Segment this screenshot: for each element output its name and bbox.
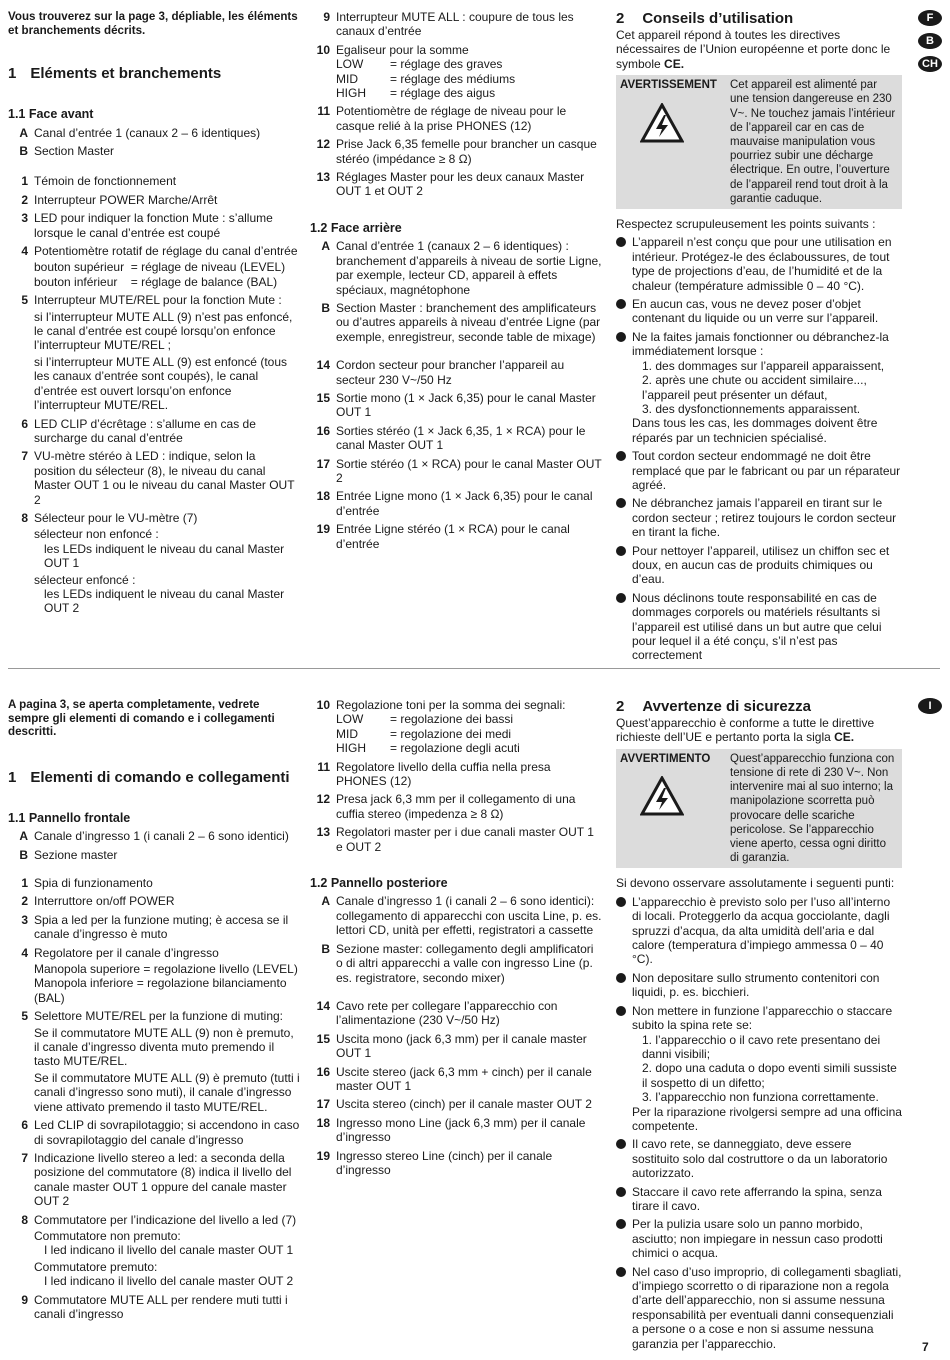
fr-item-19: 19 Entrée Ligne stéréo (1 × RCA) pour le canal d’entrée (310, 522, 602, 551)
fr-item-6: 6 LED CLIP d’écrêtage : s’allume en cas de surcharge du canal d’entrée (8, 417, 300, 446)
fr-item-7: 7 VU-mètre stéréo à LED : indique, selon la position du sélecteur (8), le niveau du canal Master OUT 1 ou le niveau du canal Master OUT 2 (8, 449, 300, 507)
fr-eq-high: HIGH = réglage des aigus (336, 86, 496, 101)
fr-item-12: 12 Prise Jack 6,35 femelle pour brancher un casque stéréo (impédance ≥ 8 Ω) (310, 137, 602, 166)
it-warning-box (616, 749, 902, 869)
fr-bullet-7: Nous déclinons toute responsabilité en cas de dommages corporels ou matériels résultants si l’appareil est utilisé dans un but autre que celui pour lequel il a été conçu, s’il n’est pas correctement (616, 591, 902, 663)
fr-bullet-1: L’appareil n’est conçu que pour une utilisation en intérieur. Protégez-le des éclaboussures, de tout type de projections d’eau, de l’humidité et de la chaleur (température admissible 0 – 40 °C). (616, 235, 902, 293)
fr-s1-title: Eléments et branchements (30, 65, 222, 83)
fr-warning-text: Cet appareil est alimenté par une tension dangereuse en 230 V~. Ne touchez jamais l’intérieur de l’appareil car en cas de mauvaise manipulation vous pourriez subir une décharge électrique. En outre, l’ouverture de l’appareil rend tout droit à la garantie caduque. (730, 79, 896, 205)
fr-s12-heading: 1.2 Face arrière (310, 220, 402, 235)
it-s11-heading: 1.1 Pannello frontale (8, 810, 131, 825)
high-voltage-warning-icon (640, 103, 684, 143)
fr-item-17-text: Sortie stéréo (1 × RCA) pour le canal Master OUT 2 (336, 456, 602, 485)
bullet-icon (616, 1267, 626, 1277)
it-s2-text: Quest’apparecchio è conforme a tutte le direttive richieste dell’UE e pertanto porta la sigla CE. (616, 716, 875, 745)
ce-mark: CE. (834, 730, 855, 745)
it-eq-low: LOW = regolazione dei bassi (336, 712, 514, 727)
it-eq-high: HIGH = regolazione degli acuti (336, 741, 520, 756)
fr-item-13-text: Réglages Master pour les deux canaux Master OUT 1 et OUT 2 (336, 170, 585, 199)
bullet-icon (616, 1187, 626, 1197)
fr-item-8-a: sélecteur non enfoncé : (34, 527, 159, 542)
fr-item-8-text: Sélecteur pour le VU-mètre (7) (34, 510, 198, 525)
it-item-18: 18 Ingresso mono Line (jack 6,3 mm) per il canale d’ingresso (316, 1115, 586, 1145)
fr-item-15: 15 Sortie mono (1 × Jack 6,35) pour le canal Master OUT 1 (310, 391, 602, 420)
it-section-1-heading: 1 Elementi di comando e collegamenti (8, 768, 290, 786)
it-item-12: 12 Presa jack 6,3 mm per il collegamento di una cuffia stereo (impedenza ≥ 8 Ω) (316, 792, 576, 821)
ce-mark: CE. (664, 56, 685, 71)
fr-col-2 (310, 10, 602, 555)
it-bullet-7: Nel caso d’uso improprio, di collegamenti sbagliati, d’impiego scorretto o di riparazione non a regola d’arte dell’apparecchio, non si assume nessuna responsabilità per eventuali danni consequenziali a persone o a cose e non si assume nessuna garanzia per l’apparecchio. (616, 1265, 902, 1351)
it-item-1: 1 Spia di funzionamento (21, 876, 153, 890)
it-item-3: 3 Spia a led per la funzione muting; è accesa se il canale d’ingresso è muto (21, 912, 289, 942)
it-item-8: 8 Commutatore per l’indicazione del livello a led (7) Commutatore non premuto: I led indicano il livello del canale master OUT 1 Commutatore premuto: I led indicano il livello del canale master OUT 2 (21, 1212, 297, 1289)
fr-item-15-text: Sortie mono (1 × Jack 6,35) pour le canal Master OUT 1 (336, 390, 596, 420)
it-s12-heading: 1.2 Pannello posteriore (310, 876, 448, 891)
fr-item-4: 4 Potentiomètre rotatif de réglage du canal d’entrée bouton supérieur = réglage de niveau (LEVEL) bouton inférieur = réglage de balance (BAL) (8, 244, 300, 289)
fr-section-1-heading (8, 65, 300, 83)
bullet-icon (616, 593, 626, 603)
fr-text-A: Canal d’entrée 1 (canaux 2 – 6 identiques) (34, 125, 261, 140)
fr-bullet-2: En aucun cas, vous ne devez poser d’objet contenant du liquide ou un verre sur l’appareil. (616, 297, 902, 326)
fr-item-8-d: les LEDs indiquent le niveau du canal Master OUT 2 (44, 586, 285, 616)
fr-item-5: 5 Interrupteur MUTE/REL pour la fonction Mute : si l’interrupteur MUTE ALL (9) n’est pas enfoncé, le canal d’entrée est coupé lorsqu’on enfonce l’interrupteur MUTE/REL ; si l’interrupteur MUTE ALL (9) est enfoncé (tous les canaux d’entrée sont coupés), le canal d’entrée est ouvert lorsqu’on enfonce l’interrupteur MUTE/REL. (8, 293, 300, 412)
it-item-A: A Canale d’ingresso 1 (i canali 2 – 6 sono identici) (19, 829, 289, 844)
fr-letter-B: B (19, 144, 28, 158)
it-item-B: B Sezione master (19, 847, 118, 862)
fr-item-1-text: Témoin de fonctionnement (34, 174, 177, 189)
it-section-2-heading: 2 Avvertenze di sicurezza (616, 698, 812, 715)
fr-eq-low: LOW = réglage des graves (336, 57, 503, 72)
it-item-19: 19 Ingresso stereo Line (cinch) per il canale d’ingresso (316, 1148, 553, 1177)
fr-item-7-text: VU-mètre stéréo à LED : indique, selon la position du sélecteur (8), le niveau du canal Master OUT 1 ou le niveau du canal Master OUT 2 (34, 449, 295, 507)
fr-letter-A: A (19, 125, 28, 140)
fr-item-4-a: bouton supérieur = réglage de niveau (LEVEL) (34, 260, 286, 275)
fr-item-11-text: Potentiomètre de réglage de niveau pour le casque relié à la prise PHONES (12) (336, 104, 567, 133)
fr-s1-num: 1 (8, 65, 17, 83)
it-item-7: 7 Indicazione livello stereo a led: a seconda della posizione del commutatore (8) indica il livello del canale master OUT 1 oppure del canale master OUT 2 (21, 1150, 292, 1209)
fr-item-2-text: Interrupteur POWER Marche/Arrêt (34, 192, 218, 207)
it-item-9: 9 Commutatore MUTE ALL per rendere muti tutti i canali d’ingresso (21, 1292, 288, 1321)
it-bullet-5: Staccare il cavo rete afferrando la spina, senza tirare il cavo. (616, 1185, 902, 1214)
fr-s2-title: Conseils d’utilisation (642, 10, 794, 27)
it-item-2: 2 Interruttore on/off POWER (21, 894, 175, 909)
it-s1-title: Elementi di comando e collegamenti (30, 768, 290, 786)
lang-tab-b: B (918, 33, 942, 49)
bullet-icon (616, 299, 626, 309)
fr-item-3: 3 LED pour indiquer la fonction Mute : s’allume lorsque le canal d’entrée est coupé (8, 211, 300, 240)
fr-rear-A-text: Canal d’entrée 1 (canaux 2 – 6 identiques) : branchement d’appareils à niveau de sortie Ligne, par exemple, lecteur CD, appareil à effets spéciaux, magnétophone (336, 239, 602, 297)
it-warning-label: AVVERTIMENTO (620, 752, 711, 765)
fr-bullet-3: Ne la faites jamais fonctionner ou débranchez-la immédiatement lorsque : 1. des dommages sur l’appareil apparaissent, 2. après une chute ou accident similaire..., l’appareil peut présenter un défaut, 3. des dysfonctionnements apparaissent. Dans tous les cas, les dommages doivent être réparés par un technicien spécialisé. (616, 330, 902, 445)
fr-item-B (8, 144, 300, 158)
page-number: 7 (922, 1340, 929, 1354)
fr-item-2: 2 Interrupteur POWER Marche/Arrêt (8, 193, 300, 207)
bullet-icon (616, 897, 626, 907)
it-item-6: 6 Led CLIP di sovrapilotaggio; si accendono in caso di sovrapilotaggio del canale d’ingresso (21, 1118, 300, 1147)
it-bullet-6: Per la pulizia usare solo un panno morbido, asciutto; non impiegare in nessun caso prodotti chimici o acqua. (616, 1217, 902, 1260)
lang-tab-f: F (918, 10, 942, 26)
fr-item-14: 14 Cordon secteur pour brancher l’appareil au secteur 230 V~/50 Hz (310, 358, 602, 387)
fr-item-5-b: si l’interrupteur MUTE ALL (9) est enfoncé (tous les canaux d’entrée sont coupés), le canal d’entrée est ouvert lorsqu’on enfonce l’interrupteur MUTE/REL. (34, 354, 287, 413)
fr-item-8: 8 Sélecteur pour le VU-mètre (7) sélecteur non enfoncé : les LEDs indiquent le niveau du canal Master OUT 1 sélecteur enfoncé : les LEDs indiquent le niveau du canal Master OUT 2 (8, 511, 300, 616)
fr-item-17: 17 Sortie stéréo (1 × RCA) pour le canal Master OUT 2 (316, 456, 602, 485)
bullet-icon (616, 973, 626, 983)
fr-rear-B-text: Section Master : branchement des amplificateurs ou d’autres appareils à niveau d’entrée Ligne (par exemple, enregistreur, seconde table de mixage) (336, 300, 601, 344)
fr-item-13: 13 Réglages Master pour les deux canaux Master OUT 1 et OUT 2 (310, 170, 602, 199)
fr-item-9: 9 Interrupteur MUTE ALL : coupure de tous les canaux d’entrée (310, 10, 602, 39)
fr-item-18: 18 Entrée Ligne mono (1 × Jack 6,35) pour le canal d’entrée (310, 489, 602, 518)
fr-item-5-text: Interrupteur MUTE/REL pour la fonction Mute : (34, 293, 282, 308)
bullet-icon (616, 498, 626, 508)
fr-rear-A: A Canal d’entrée 1 (canaux 2 – 6 identiques) : branchement d’appareils à niveau de sortie Ligne, par exemple, lecteur CD, appareil à effets spéciaux, magnétophone (321, 239, 602, 297)
fr-item-19-text: Entrée Ligne stéréo (1 × RCA) pour le canal d’entrée (336, 522, 570, 551)
fr-item-A (8, 126, 300, 140)
it-item-4: 4 Regolatore per il canale d’ingresso Manopola superiore = regolazione livello (LEVEL) Manopola inferiore = regolazione bilanciamento (BAL) (21, 945, 298, 1005)
fr-item-10: 10 Egaliseur pour la somme LOW = réglage des graves MID = réglage des médiums HIGH = réglage des aigus (310, 43, 602, 101)
fr-item-1: 1 Témoin de fonctionnement (8, 174, 300, 188)
fr-col-3 (616, 10, 902, 667)
fr-text-B: Section Master (34, 144, 115, 158)
it-rear-B: B Sezione master: collegamento degli amplificatori o di altri apparecchi a valle con ingresso Line (p. es. registratore, secondo mixer) (321, 941, 594, 985)
fr-warning-label: AVERTISSEMENT (620, 79, 717, 92)
fr-item-12-text: Prise Jack 6,35 femelle pour brancher un casque stéréo (impédance ≥ 8 Ω) (336, 137, 597, 166)
it-col-1 (8, 698, 300, 1325)
it-bullet-4: Il cavo rete, se danneggiato, deve essere sostituito solo dal costruttore o da un laboratorio autorizzato. (616, 1137, 902, 1180)
high-voltage-warning-icon (640, 776, 684, 816)
it-bullet-1: L’apparecchio è previsto solo per l’uso all’interno di locali. Proteggerlo da acqua gocciolante, dagli spruzzi d’acqua, da alta umidità dell’aria e dal calore (temperatura d’impiego ammessa 0 – 40 °C). (616, 895, 902, 967)
bullet-icon (616, 546, 626, 556)
lang-tab-i: I (918, 698, 942, 714)
it-item-5: 5 Selettore MUTE/REL per la funzione di muting: Se il commutatore MUTE ALL (9) non è premuto, il canale d’ingresso diventa muto premendo il tasto MUTE/REL. Se il commutatore MUTE ALL (9) è premuto (tutti i canali d’ingresso sono muti), il canale d’ingresso viene attivato premendo il tasto MUTE/REL. (21, 1009, 300, 1114)
it-warning-text: Quest’apparecchio funziona con tensione di rete di 230 V~. Non intervenire mai al suo interno; la manipolazione scorretta può provocare delle scariche pericolose. Se l’apparecchio viene aperto, cessa ogni diritto di garanzia. (730, 752, 895, 865)
fr-s11-heading: 1.1 Face avant (8, 107, 94, 122)
fr-item-6-text: LED CLIP d’écrêtage : s’allume en cas de surcharge du canal d’entrée (34, 416, 256, 445)
fr-item-16-text: Sorties stéréo (1 × Jack 6,35, 1 × RCA) pour le canal Master OUT 1 (336, 423, 586, 453)
it-bullet-3: Non mettere in funzione l’apparecchio o staccare subito la spina rete se: 1. l’apparecchio o il cavo rete presentano dei danni visibili; 2. dopo una caduta o dopo eventi simili sussiste il sospetto di un difetto; 3. l’apparecchio non funziona correttamente. Per la riparazione rivolgersi sempre ad una officina competente. (616, 1004, 902, 1134)
fr-bullet-4: Tout cordon secteur endommagé ne doit être remplacé que par le fabricant ou par un réparateur agréé. (616, 449, 902, 492)
it-rear-A: A Canale d’ingresso 1 (i canali 2 – 6 sono identici): collegamento di apparecchi con uscita Line, p. es. lettori CD, unità per effetti, registratori a cassette (321, 894, 602, 938)
fr-warning-box (616, 75, 902, 209)
fr-item-14-text: Cordon secteur pour brancher l’appareil au secteur 230 V~/50 Hz (336, 358, 565, 387)
it-item-13: 13 Regolatori master per i due canali master OUT 1 e OUT 2 (316, 825, 594, 854)
fr-item-10-text: Egaliseur pour la somme (336, 42, 469, 57)
bullet-icon (616, 1006, 626, 1016)
fr-item-8-c: sélecteur enfoncé : (34, 572, 136, 587)
it-item-14: 14 Cavo rete per collegare l’apparecchio con l’alimentazione (230 V~/50 Hz) (316, 998, 558, 1028)
bullet-icon (616, 1139, 626, 1149)
it-item-16: 16 Uscite stereo (jack 6,3 mm + cinch) per il canale master OUT 1 (316, 1064, 592, 1093)
fr-section-2-heading: 2 Conseils d’utilisation (616, 10, 794, 27)
fr-item-4-b: bouton inférieur = réglage de balance (BAL) (34, 274, 278, 289)
it-intro: A pagina 3, se aperta completamente, vedrete sempre gli elementi di comando e i collegamenti descritti. (8, 698, 275, 739)
fr-bullet-5: Ne débranchez jamais l’appareil en tirant sur le cordon secteur ; retirez toujours le cordon secteur en tirant la fiche. (616, 496, 902, 539)
fr-intro: Vous trouverez sur la page 3, dépliable, les éléments et branchements décrits. (8, 10, 298, 37)
bullet-icon (616, 332, 626, 342)
bullet-icon (616, 237, 626, 247)
it-item-11: 11 Regolatore livello della cuffia nella presa PHONES (12) (317, 759, 551, 789)
fr-rear-B: B Section Master : branchement des amplificateurs ou d’autres appareils à niveau d’entrée Ligne (par exemple, enregistreur, seconde table de mixage) (321, 300, 601, 344)
bullet-icon (616, 1219, 626, 1229)
fr-item-11: 11 Potentiomètre de réglage de niveau pour le casque relié à la prise PHONES (12) (310, 104, 602, 133)
fr-item-16: 16 Sorties stéréo (1 × Jack 6,35, 1 × RCA) pour le canal Master OUT 1 (310, 424, 602, 453)
it-respect: Si devono osservare assolutamente i seguenti punti: (616, 876, 895, 891)
bullet-icon (616, 451, 626, 461)
it-bullet-2: Non depositare sullo strumento contenitori con liquidi, p. es. bicchieri. (616, 971, 902, 1000)
fr-item-18-text: Entrée Ligne mono (1 × Jack 6,35) pour le canal d’entrée (336, 489, 593, 518)
fr-bullet-6: Pour nettoyer l’appareil, utilisez un chiffon sec et doux, en aucun cas de produits chimiques ou d’eau. (616, 544, 902, 587)
section-divider (8, 668, 940, 669)
fr-eq-mid: MID = réglage des médiums (336, 71, 516, 86)
fr-item-3-text: LED pour indiquer la fonction Mute : s’allume lorsque le canal d’entrée est coupé (34, 211, 273, 240)
fr-item-5-a: si l’interrupteur MUTE ALL (9) n’est pas enfoncé, le canal d’entrée est coupé lorsqu’on enfonce l’interrupteur MUTE/REL ; (34, 309, 293, 353)
fr-respect: Respectez scrupuleusement les points suivants : (616, 217, 876, 232)
it-eq-mid: MID = regolazione dei medi (336, 726, 512, 741)
it-col-2 (310, 698, 602, 1181)
it-col-3 (616, 698, 902, 1355)
fr-col-1 (8, 10, 300, 620)
fr-item-9-text: Interrupteur MUTE ALL : coupure de tous les canaux d’entrée (336, 10, 574, 39)
lang-tab-ch: CH (918, 56, 942, 72)
fr-s2-text: Cet appareil répond à toutes les directives nécessaires de l’Union européenne et porte donc le symbole CE. (616, 28, 891, 71)
fr-item-4-text: Potentiomètre rotatif de réglage du canal d’entrée (34, 244, 298, 259)
it-item-17: 17 Uscita stereo (cinch) per il canale master OUT 2 (316, 1097, 592, 1112)
it-item-10: 10 Regolazione toni per la somma dei segnali: LOW = regolazione dei bassi MID = regolazione dei medi HIGH = regolazione degli acuti (310, 698, 602, 756)
it-item-15: 15 Uscita mono (jack 6,3 mm) per il canale master OUT 1 (316, 1031, 587, 1061)
fr-item-8-b: les LEDs indiquent le niveau du canal Master OUT 1 (44, 541, 285, 571)
